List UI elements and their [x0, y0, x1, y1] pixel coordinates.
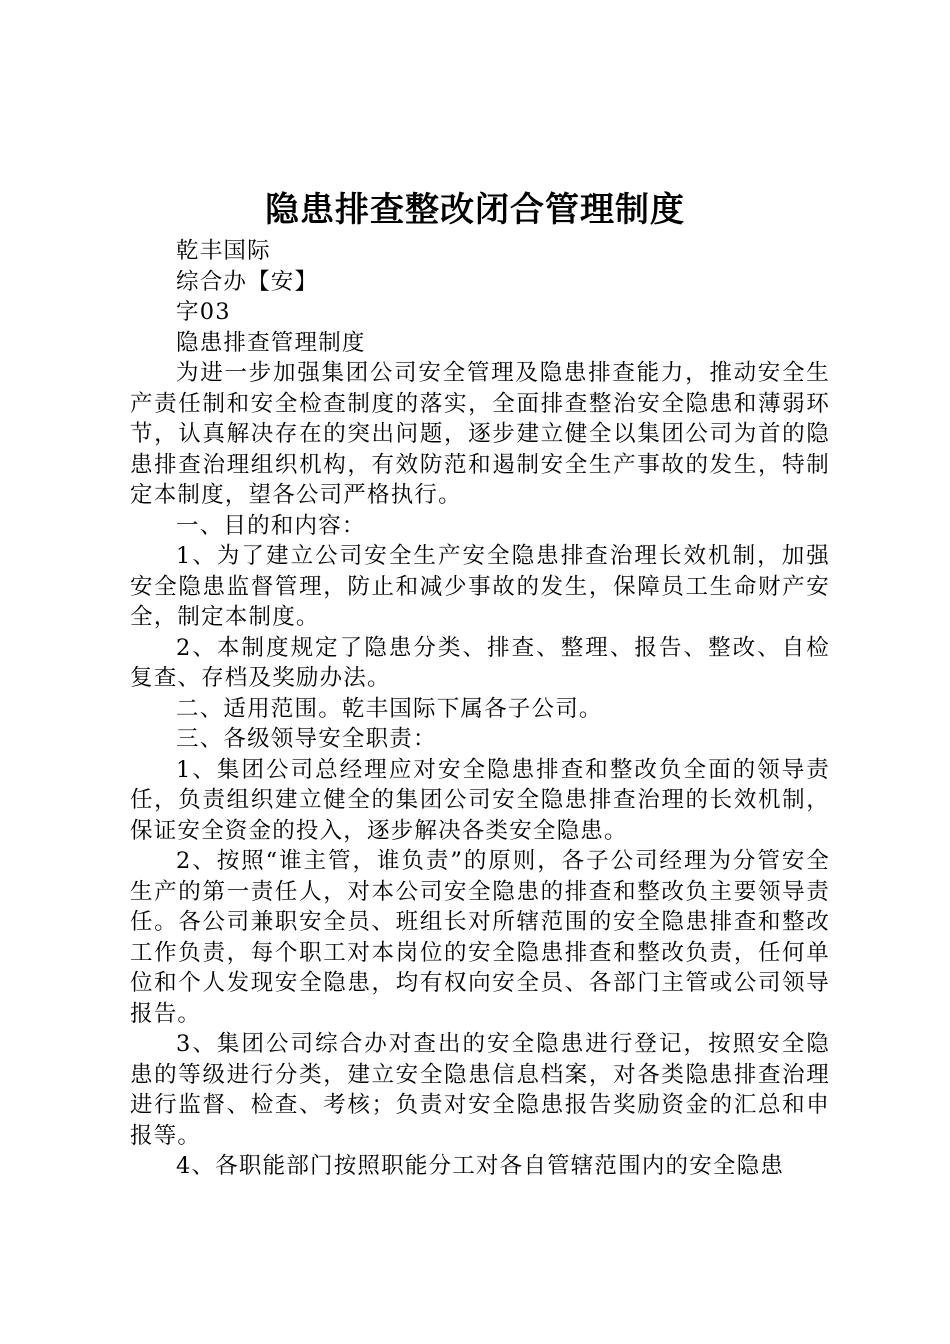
document-title: 隐患排查整改闭合管理制度	[265, 190, 685, 230]
document-body	[130, 236, 830, 1182]
purpose-item-1: 1、为了建立公司安全生产安全隐患排查治理长效机制，加强安全隐患监督管理，防止和减少事故的发生，保障员工生命财产安全，制定本制度。	[130, 543, 830, 630]
duty-item-2: 2、按照“谁主管，谁负责”的原则，各子公司经理为分管安全生产的第一责任人，对本公司安全隐患的排查和整改负主要领导责任。各公司兼职安全员、班组长对所辖范围的安全隐患排查和整改工作负责，每个职工对本岗位的安全隐患排查和整改负责，任何单位和个人发现安全隐患，均有权向安全员、各部门主管或公司领导报告。	[130, 848, 830, 1027]
intro-paragraph: 为进一步加强集团公司安全管理及隐患排查能力，推动安全生产责任制和安全检查制度的落实，全面排查整治安全隐患和薄弱环节，认真解决存在的突出问题，逐步建立健全以集团公司为首的隐患排查治理组织机构，有效防范和遏制安全生产事故的发生，特制定本制度，望各公司严格执行。	[130, 360, 830, 508]
purpose-item-2: 2、本制度规定了隐患分类、排查、整理、报告、整改、自检复查、存档及奖励办法。	[130, 634, 830, 691]
office-line: 综合办【安】	[176, 268, 319, 295]
organization-line: 乾丰国际	[176, 238, 271, 264]
subtitle-line: 隐患排查管理制度	[176, 329, 366, 356]
document-number-line: 字03	[176, 299, 231, 325]
duty-item-1: 1、集团公司总经理应对安全隐患排查和整改负全面的领导责任，负责组织建立健全的集团公司安全隐患排查治理的长效机制，保证安全资金的投入，逐步解决各类安全隐患。	[130, 756, 830, 844]
section-heading-purpose: 一、目的和内容：	[176, 512, 366, 539]
section-heading-scope: 二、适用范围。乾丰国际下属各子公司。	[176, 695, 603, 722]
duty-item-3: 3、集团公司综合办对查出的安全隐患进行登记，按照安全隐患的等级进行分类，建立安全隐患信息档案，对各类隐患排查治理进行监督、检查、考核；负责对安全隐患报告奖励资金的汇总和申报等。	[130, 1031, 830, 1149]
duty-item-4: 4、各职能部门按照职能分工对各自管辖范围内的安全隐患	[176, 1153, 785, 1179]
section-heading-duties: 三、各级领导安全职责：	[176, 726, 437, 752]
